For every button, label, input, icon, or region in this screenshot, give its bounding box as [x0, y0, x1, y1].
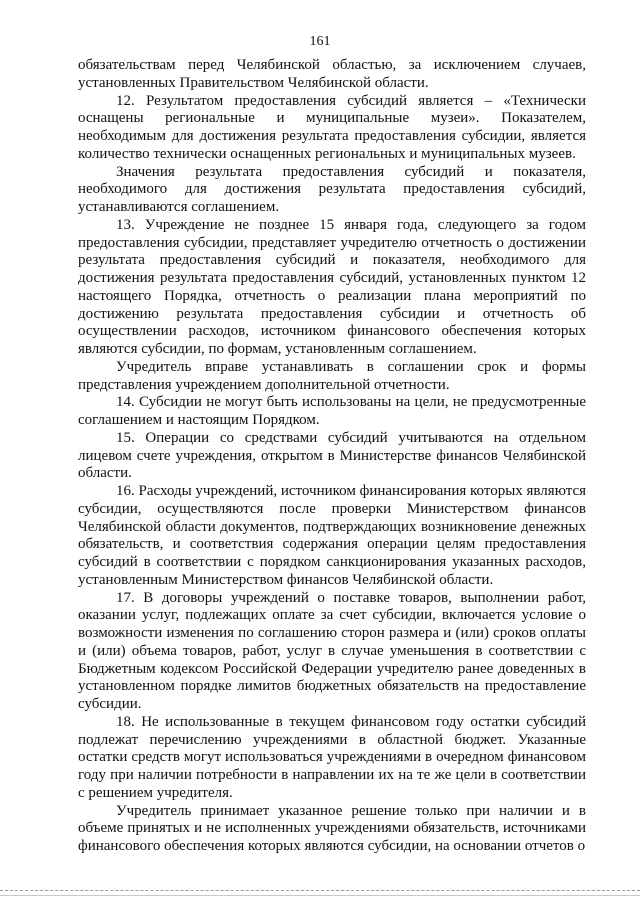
paragraph-continuation: обязательствам перед Челябинской областью, за исключением случаев, установленных Правительством Челябинской области.	[78, 57, 586, 91]
paragraph-additional-reporting: Учредитель вправе устанавливать в соглашении срок и формы представления учреждением дополнительной отчетности.	[78, 358, 586, 393]
paragraph-item-13: 13. Учреждение не позднее 15 января года, следующего за годом предоставления субсидии, представляет учредителю отчетность о достижении результата предоставления субсидий и показателя, необходимого для достижения результата предоставления субсидий, установленных пунктом 12 настоящего Порядка, отчетность о реализации плана мероприятий по достижению результата предоставления субсидии и отчетность об осуществлении расходов, источником финансового обеспечения которых являются субсидии, по формам, установленным соглашением.	[78, 216, 586, 357]
paragraph-item-15: 15. Операции со средствами субсидий учитываются на отдельном лицевом счете учреждения, открытом в Министерстве финансов Челябинской области.	[78, 429, 586, 482]
page-bottom-edge	[0, 895, 640, 896]
paragraph-item-16: 16. Расходы учреждений, источником финансирования которых являются субсидии, осуществляются после проверки Министерством финансов Челябинской области документов, подтверждающих возникновение денежных обязательств, и соответствия содержания операции целям предоставления субсидий в соответствии с порядком санкционирования указанных расходов, установленным Министерством финансов Челябинской области.	[78, 483, 586, 588]
paragraph-item-14: 14. Субсидии не могут быть использованы на цели, не предусмотренные соглашением и настоящим Порядком.	[78, 394, 586, 428]
page-bottom-rule	[0, 890, 640, 891]
paragraph-founder-decision: Учредитель принимает указанное решение только при наличии и в объеме принятых и не исполненных учреждениями обязательств, источниками финансового обеспечения которых являются субсидии, на основании отчетов о	[78, 802, 586, 854]
paragraph-result-values: Значения результата предоставления субсидий и показателя, необходимого для достижения результата предоставления субсидий, устанавливаются соглашением.	[78, 163, 586, 215]
paragraph-item-12: 12. Результатом предоставления субсидий является – «Технически оснащены региональные и муниципальные музеи». Показателем, необходимым для достижения результата предоставления субсидии, является количество технически оснащенных региональных и муниципальных музеев.	[78, 92, 586, 162]
document-body	[78, 57, 586, 856]
paragraph-item-17: 17. В договоры учреждений о поставке товаров, выполнении работ, оказании услуг, подлежащих оплате за счет субсидии, включается условие о возможности изменения по соглашению сторон размера и (или) сроков оплаты и (или) объема товаров, работ, услуг в случае уменьшения в соответствии с Бюджетным кодексом Российской Федерации учредителю ранее доведенных в установленном порядке лимитов бюджетных обязательств на предоставление субсидии.	[78, 589, 586, 712]
paragraph-item-18: 18. Не использованные в текущем финансовом году остатки субсидий подлежат перечислению учреждениями в областной бюджет. Указанные остатки средств могут использоваться учреждениями в очередном финансовом году при наличии потребности в направлении их на те же цели в соответствии с решением учредителя.	[78, 713, 586, 801]
page-number: 161	[309, 34, 331, 49]
